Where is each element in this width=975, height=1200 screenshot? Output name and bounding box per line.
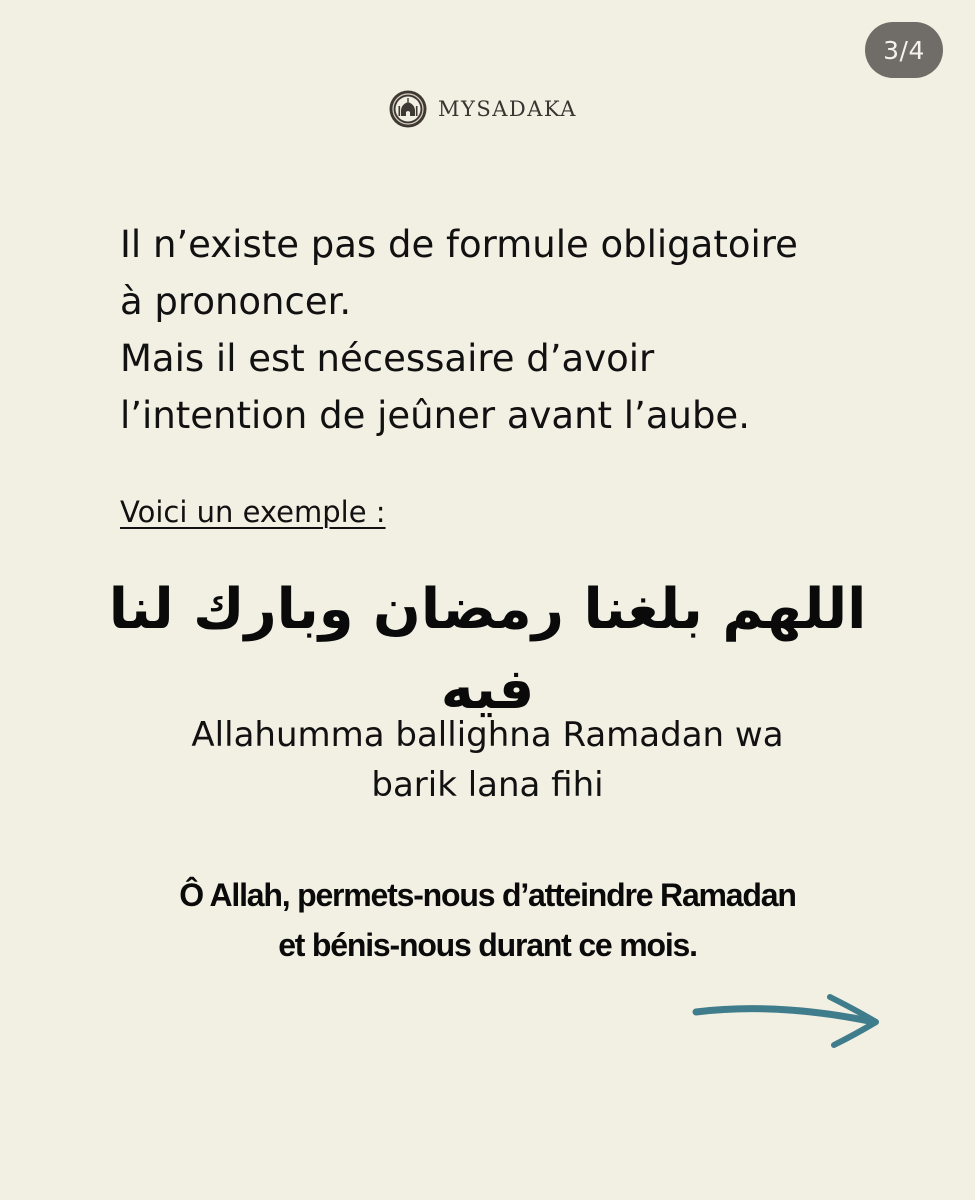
transliteration-line: barik lana fihi bbox=[371, 765, 604, 805]
mosque-logo-icon bbox=[388, 89, 428, 129]
dua-translation bbox=[60, 870, 915, 970]
intro-line: à prononcer. bbox=[120, 280, 352, 323]
brand-name: MYSADAKA bbox=[438, 97, 577, 121]
brand-header bbox=[388, 88, 577, 130]
intro-line: Mais il est nécessaire d’avoir bbox=[120, 337, 655, 380]
arabic-dua: اللهم بلغنا رمضان وبارك لنا فيه bbox=[108, 577, 867, 722]
dua-transliteration bbox=[80, 710, 895, 810]
example-label: Voici un exemple : bbox=[120, 495, 386, 529]
page-counter-label: 3/4 bbox=[883, 35, 925, 65]
page-counter-badge bbox=[865, 22, 943, 78]
translation-line: et bénis-nous durant ce mois. bbox=[278, 927, 697, 963]
intro-paragraph bbox=[120, 216, 902, 444]
intro-line: l’intention de jeûner avant l’aube. bbox=[120, 394, 750, 437]
translation-line: Ô Allah, permets-nous d’atteindre Ramadan bbox=[179, 877, 796, 913]
intro-line: Il n’existe pas de formule obligatoire bbox=[120, 223, 798, 266]
transliteration-line: Allahumma ballighna Ramadan wa bbox=[191, 715, 784, 755]
arrow-right-icon[interactable] bbox=[688, 988, 888, 1058]
